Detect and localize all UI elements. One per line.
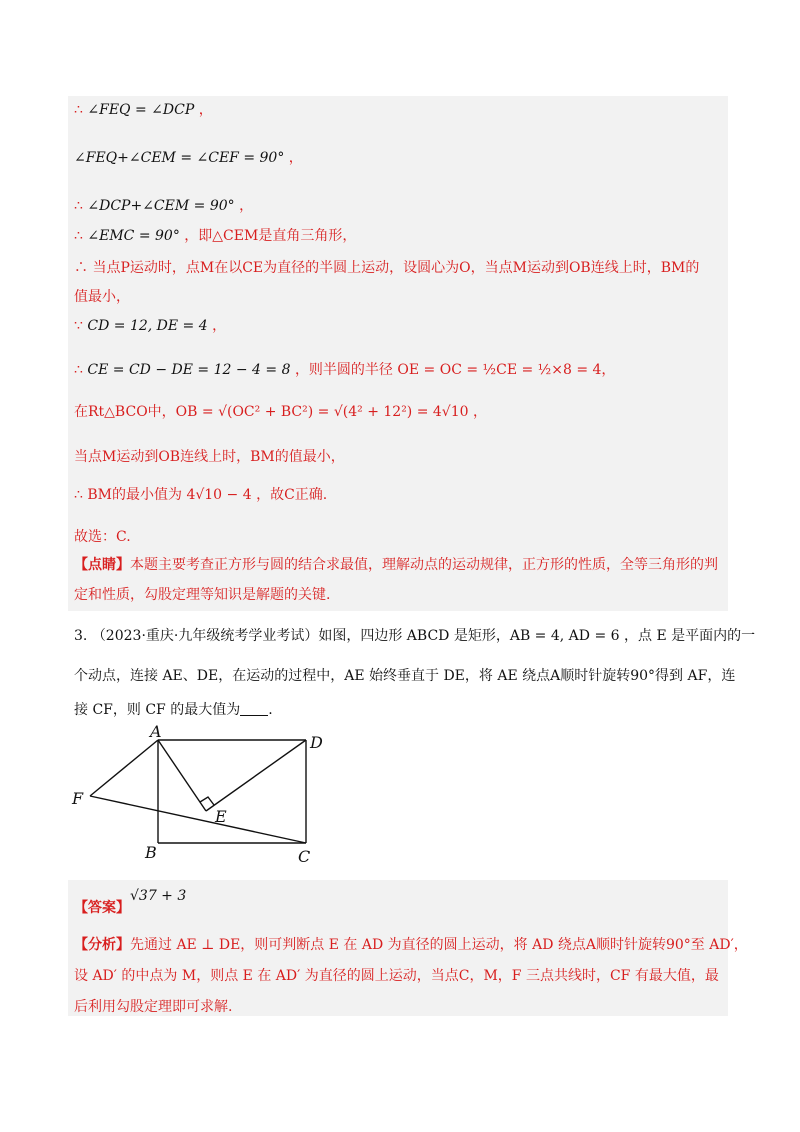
line-prefix: ∴: [74, 260, 88, 276]
solution-line-11: [74, 485, 327, 505]
question-line-2: [74, 666, 735, 686]
solution-line-5: [74, 258, 699, 278]
line-text: BM的最小值为 4√10 − 4: [87, 487, 252, 503]
line-text: 在Rt△BCO中，OB = √(OC² + BC²) = √(4² + 12²) = 4√10: [74, 404, 469, 420]
dianjing-text: 本题主要考查正方形与圆的结合求最值，理解动点的运动规律，正方形的性质，全等三角形的判: [130, 557, 718, 573]
segment-DE: [206, 740, 306, 811]
line-prefix: ∵: [74, 318, 83, 334]
analysis-line-1: [74, 935, 748, 955]
dianjing-line-1: [74, 555, 718, 575]
formula: ∠FEQ+∠CEM = ∠CEF = 90°: [74, 150, 285, 166]
line-suffix: ，: [212, 318, 227, 334]
line-text: 当点M运动到OB连线上时，BM的值最小，: [74, 449, 345, 465]
solution-line-7: [74, 316, 226, 336]
question-line-1: [74, 626, 755, 646]
formula: CE = CD − DE = 12 − 4 = 8: [87, 362, 291, 378]
analysis-line-3: [74, 997, 232, 1017]
question-text: （2023·重庆·九年级统考学业考试）如图，四边形 ABCD 是矩形，AB = 4, AD = 6 ，点 E 是平面内的一: [91, 628, 756, 644]
line-prefix: ∴: [74, 362, 83, 378]
formula: ∠FEQ = ∠DCP: [87, 102, 195, 118]
segment-FC: [90, 796, 306, 843]
line-prefix: ∴: [74, 198, 83, 214]
line-suffix: ，则半圆的半径 OE = OC = ½CE = ½×8 = 4，: [294, 362, 616, 378]
label-B: B: [145, 843, 157, 862]
label-C: C: [298, 847, 311, 866]
solution-line-2: [74, 148, 303, 168]
line-prefix: ∴: [74, 228, 83, 244]
dianjing-text: 定和性质，勾股定理等知识是解题的关键.: [74, 587, 331, 603]
line-text: 当点P运动时，点M在以CE为直径的半圆上运动，设圆心为O，当点M运动到OB连线上时，BM的: [92, 260, 700, 276]
solution-line-8: [74, 360, 615, 380]
question-text: 接 CF，则 CF 的最大值为: [74, 702, 241, 718]
line-suffix: ，即△CEM是直角三角形，: [184, 228, 357, 244]
solution-line-6: [74, 287, 130, 307]
label-F: F: [72, 789, 84, 808]
line-prefix: ∴: [74, 487, 83, 503]
formula: CD = 12, DE = 4: [87, 318, 208, 334]
segment-AF: [90, 740, 158, 796]
solution-line-12: [74, 527, 131, 547]
answer-blank: [240, 701, 268, 716]
solution-line-1: [74, 100, 213, 120]
formula: ∠DCP+∠CEM = 90°: [87, 198, 235, 214]
solution-line-10: [74, 447, 345, 467]
analysis-text: 先通过 AE ⊥ DE，则可判断点 E 在 AD 为直径的圆上运动，将 AD 绕点A顺时针旋转90°至 AD′，: [130, 937, 748, 953]
solution-panel: [68, 96, 728, 611]
question-line-3: [74, 700, 273, 720]
line-prefix: ∴: [74, 102, 83, 118]
solution-line-3: [74, 196, 253, 216]
line-suffix: ，: [198, 102, 213, 118]
formula: ∠EMC = 90°: [87, 228, 180, 244]
line-text: 故选：C.: [74, 529, 131, 545]
label-E: E: [215, 807, 227, 826]
question-text: .: [268, 702, 273, 718]
question-text: 个动点，连接 AE、DE，在运动的过程中，AE 始终垂直于 DE，将 AE 绕点A顺时针旋转90°得到 AF，连: [74, 668, 736, 684]
segment-AE: [158, 740, 206, 811]
dianjing-tag: 【点睛】: [74, 557, 130, 573]
label-D: D: [310, 733, 323, 752]
label-A: A: [150, 722, 162, 741]
analysis-tag: 【分析】: [74, 937, 130, 953]
dianjing-line-2: [74, 585, 330, 605]
question-number: 3.: [74, 628, 88, 644]
line-suffix: ，: [239, 198, 254, 214]
answer-line: [74, 888, 187, 916]
analysis-line-2: [74, 966, 719, 986]
analysis-text: 后利用勾股定理即可求解.: [74, 999, 233, 1015]
line-text: 值最小，: [74, 289, 130, 305]
answer-tag: 【答案】: [74, 900, 130, 916]
solution-line-9: [74, 402, 487, 422]
analysis-text: 设 AD′ 的中点为 M，则点 E 在 AD′ 为直径的圆上运动，当点C，M，F 三点共线时，CF 有最大值，最: [74, 968, 719, 984]
solution-line-4: [74, 226, 356, 246]
line-suffix: ，故C正确.: [256, 487, 328, 503]
right-angle-mark: [200, 797, 214, 805]
line-suffix: ，: [288, 150, 303, 166]
line-suffix: ，: [473, 404, 487, 420]
answer-value: √37 + 3: [130, 888, 187, 904]
